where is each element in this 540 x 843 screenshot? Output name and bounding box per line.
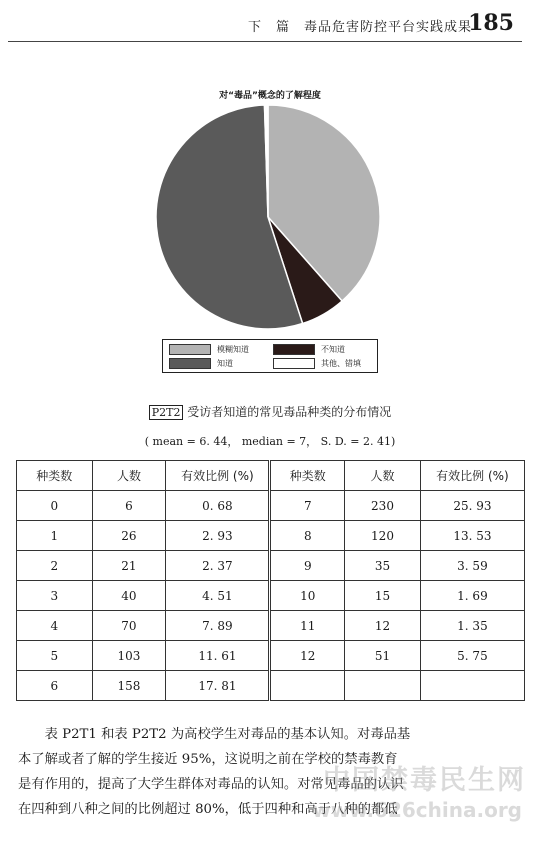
table-cell: 9 [270,551,345,581]
legend-label: 知道 [217,359,233,368]
page-number: 185 [468,10,514,36]
legend-item-unknown [273,344,345,355]
table-cell: 3. 59 [420,551,524,581]
table-cell: 5 [17,641,93,671]
table-cell [270,671,345,701]
chart-legend [162,339,378,373]
paragraph-line: 是有作用的，提高了大学生群体对毒品的认知。对常见毒品的认识 [18,777,404,792]
table-cell: 8 [270,521,345,551]
legend-swatch [273,358,315,369]
table-cell: 25. 93 [420,491,524,521]
table-cell: 2. 37 [166,551,270,581]
table-code: P2T2 [149,405,184,420]
table-cell: 12 [270,641,345,671]
table-cell: 10 [270,581,345,611]
table-cell: 12 [345,611,421,641]
table-title: 受访者知道的常见毒品种类的分布情况 [187,405,392,419]
table-cell: 11 [270,611,345,641]
col-header: 种类数 [17,461,93,491]
table-cell: 51 [345,641,421,671]
table-cell: 3 [17,581,93,611]
table-cell: 1. 69 [420,581,524,611]
legend-swatch [169,344,211,355]
col-header: 有效比例 (%) [166,461,270,491]
legend-label: 其他、错填 [321,359,361,368]
table-cell: 13. 53 [420,521,524,551]
table-row [17,551,525,581]
legend-swatch [169,358,211,369]
table-caption [0,403,540,420]
table-row [17,581,525,611]
table-cell: 1. 35 [420,611,524,641]
table-cell: 7 [270,491,345,521]
table-cell [420,671,524,701]
table-cell: 11. 61 [166,641,270,671]
table-cell: 26 [92,521,166,551]
distribution-table [16,460,525,701]
table-cell: 4 [17,611,93,641]
paragraph-line: 本了解或者了解的学生接近 95%，这说明之前在学校的禁毒教育 [18,752,398,767]
table-row [17,611,525,641]
col-header: 种类数 [270,461,345,491]
col-header: 有效比例 (%) [420,461,524,491]
table-cell: 17. 81 [166,671,270,701]
table-stats: ( mean = 6. 44， median = 7， S. D. = 2. 41) [144,435,396,448]
legend-label: 不知道 [321,345,345,354]
table-cell: 35 [345,551,421,581]
table-cell: 7. 89 [166,611,270,641]
legend-item-vague [169,344,249,355]
table-cell: 4. 51 [166,581,270,611]
table-row [17,671,525,701]
table-cell: 6 [17,671,93,701]
table-cell: 0. 68 [166,491,270,521]
chart-title: 对“毒品”概念的了解程度 [219,91,321,101]
header-title: 下 篇 毒品危害防控平台实践成果 [247,20,472,35]
table-cell: 0 [17,491,93,521]
table-cell: 6 [92,491,166,521]
col-header: 人数 [92,461,166,491]
table-cell: 1 [17,521,93,551]
col-header: 人数 [345,461,421,491]
table-cell: 21 [92,551,166,581]
table-header-row [17,461,525,491]
table-cell: 70 [92,611,166,641]
table-cell: 120 [345,521,421,551]
legend-swatch [273,344,315,355]
table-cell: 15 [345,581,421,611]
legend-item-known [169,358,233,369]
watermark-url: www.626china.org [312,798,522,822]
table-row [17,521,525,551]
paragraph-line: 表 P2T1 和表 P2T2 为高校学生对毒品的基本认知。对毒品基 [44,727,411,742]
table-row [17,491,525,521]
legend-item-other [273,358,361,369]
table-cell [345,671,421,701]
table-row [17,641,525,671]
watermark-text: 中国禁毒民生网 [323,765,526,796]
legend-label: 模糊知道 [217,345,249,354]
table-cell: 5. 75 [420,641,524,671]
table-cell: 158 [92,671,166,701]
table-cell: 2 [17,551,93,581]
table-cell: 40 [92,581,166,611]
paragraph-line: 在四种到八种之间的比例超过 80%，低于四种和高于八种的都低 [18,802,398,817]
table-cell: 230 [345,491,421,521]
table-cell: 2. 93 [166,521,270,551]
table-cell: 103 [92,641,166,671]
